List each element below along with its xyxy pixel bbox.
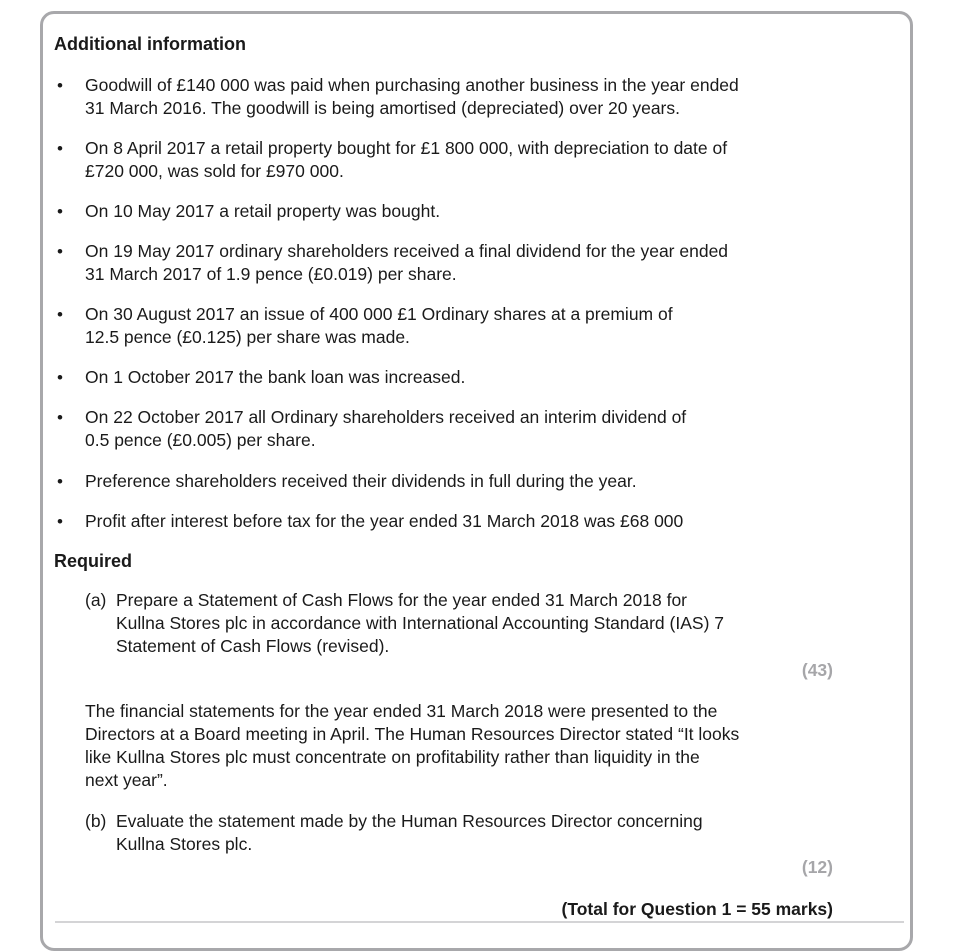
bullet-icon: •	[57, 76, 63, 95]
bullet-item	[85, 510, 683, 533]
text-line: On 10 May 2017 a retail property was bought.	[85, 201, 441, 221]
text-line: Statement of Cash Flows (revised).	[116, 636, 390, 656]
part-b-marks: (12)	[801, 857, 833, 877]
bullet-icon: •	[57, 512, 63, 531]
bullet-item	[85, 240, 728, 286]
text-line: Preference shareholders received their dividends in full during the year.	[85, 471, 637, 491]
text-line: Prepare a Statement of Cash Flows for the year ended 31 March 2018 for	[116, 590, 688, 610]
bullet-item	[85, 366, 465, 389]
bullet-icon: •	[57, 202, 63, 221]
text-line: 0.5 pence (£0.005) per share.	[85, 430, 316, 450]
text-line: On 30 August 2017 an issue of 400 000 £1 Ordinary shares at a premium of	[85, 304, 673, 324]
text-line: Goodwill of £140 000 was paid when purchasing another business in the year ended	[85, 75, 739, 95]
bullet-icon: •	[57, 305, 63, 324]
bullet-icon: •	[57, 139, 63, 158]
bullet-item	[85, 74, 739, 120]
section-heading: Additional information	[54, 34, 246, 54]
divider	[55, 921, 904, 923]
bullet-item	[85, 200, 440, 223]
text-line: The financial statements for the year ended 31 March 2018 were presented to the	[85, 701, 718, 721]
context-paragraph	[85, 700, 739, 792]
text-line: Kullna Stores plc.	[116, 834, 253, 854]
part-b-text	[116, 810, 703, 856]
text-line: Directors at a Board meeting in April. The Human Resources Director stated “It looks	[85, 724, 740, 744]
bullet-item	[85, 303, 673, 349]
bullet-icon: •	[57, 472, 63, 491]
text-line: £720 000, was sold for £970 000.	[85, 161, 344, 181]
part-a-marks: (43)	[801, 660, 833, 680]
text-line: Evaluate the statement made by the Human Resources Director concerning	[116, 811, 703, 831]
text-line: next year”.	[85, 770, 168, 790]
text-line: 31 March 2016. The goodwill is being amortised (depreciated) over 20 years.	[85, 98, 680, 118]
bullet-icon: •	[57, 368, 63, 387]
text-line: Kullna Stores plc in accordance with International Accounting Standard (IAS) 7	[116, 613, 724, 633]
text-line: 12.5 pence (£0.125) per share was made.	[85, 327, 410, 347]
bullet-icon: •	[57, 242, 63, 261]
part-a-text	[116, 589, 724, 658]
required-heading: Required	[54, 551, 133, 571]
bullet-item	[85, 137, 727, 183]
bullet-item	[85, 470, 637, 493]
question-total: (Total for Question 1 = 55 marks)	[561, 899, 833, 919]
text-line: On 8 April 2017 a retail property bought for £1 800 000, with depreciation to date of	[85, 138, 728, 158]
bullet-icon: •	[57, 408, 63, 427]
text-line: On 19 May 2017 ordinary shareholders received a final dividend for the year ended	[85, 241, 729, 261]
part-b-label: (b)	[85, 811, 107, 831]
text-line: 31 March 2017 of 1.9 pence (£0.019) per share.	[85, 264, 457, 284]
text-line: On 22 October 2017 all Ordinary shareholders received an interim dividend of	[85, 407, 687, 427]
text-line: On 1 October 2017 the bank loan was increased.	[85, 367, 466, 387]
text-line: like Kullna Stores plc must concentrate on profitability rather than liquidity in the	[85, 747, 700, 767]
text-line: Profit after interest before tax for the year ended 31 March 2018 was £68 000	[85, 511, 684, 531]
part-a-label: (a)	[85, 590, 107, 610]
bullet-item	[85, 406, 686, 452]
